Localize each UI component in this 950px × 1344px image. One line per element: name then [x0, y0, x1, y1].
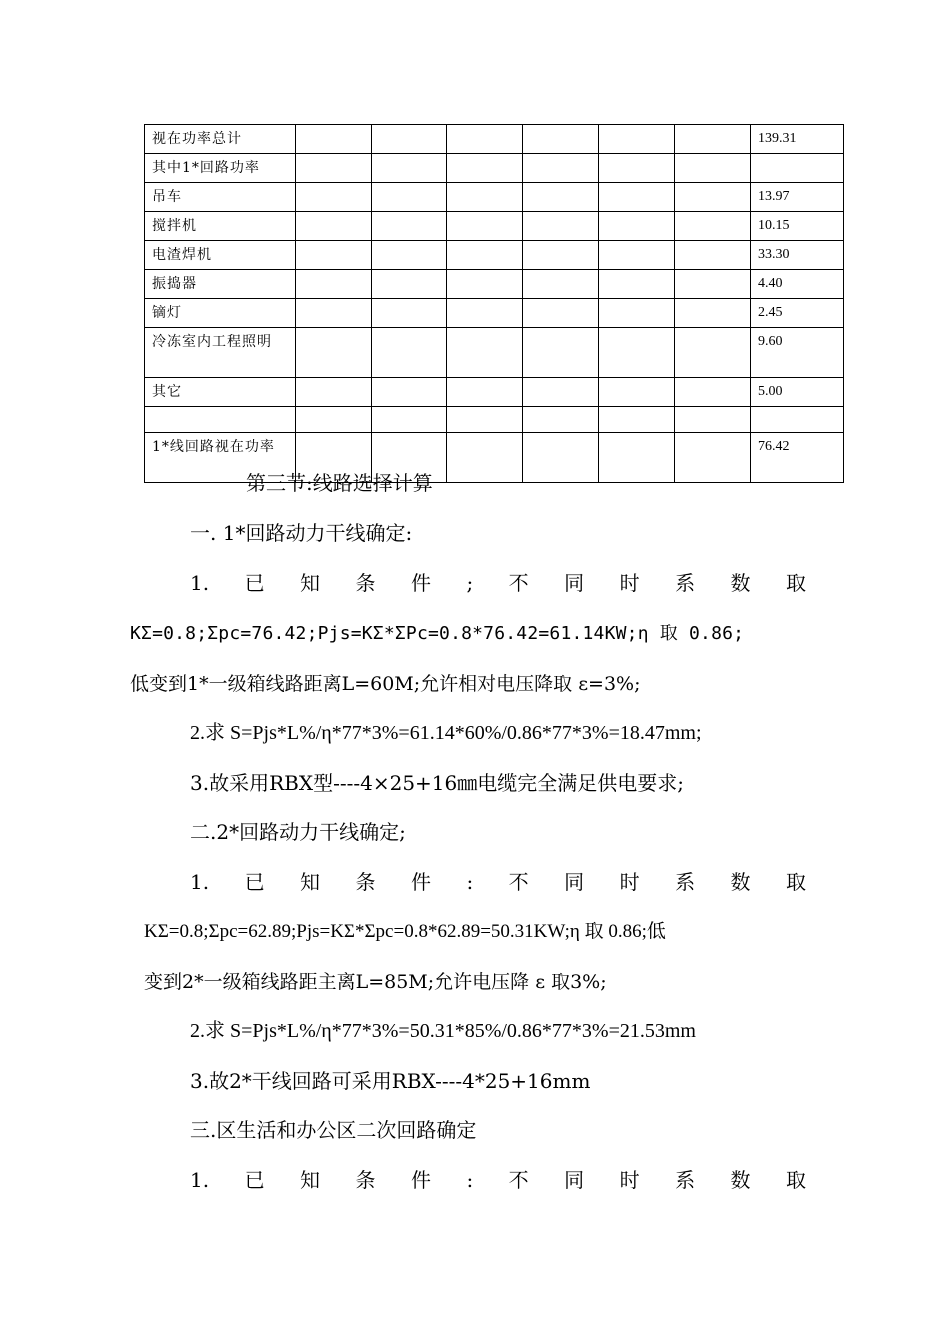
power-table: [144, 124, 844, 483]
table-row: [145, 212, 844, 241]
known-char: 时: [619, 571, 640, 595]
table-row: [145, 125, 844, 154]
empty-cell: [523, 433, 599, 483]
row-value-cell: 13.97: [751, 183, 844, 212]
empty-cell: [296, 270, 372, 299]
known-char: 件: [410, 1168, 431, 1192]
row-label-cell: 搅拌机: [145, 212, 296, 241]
part2-distance-line: 变到2*一级箱线路距主离L=85M;允许电压降 ε 取3%;: [144, 971, 607, 993]
row-label-cell: 振捣器: [145, 270, 296, 299]
part1-formula-line: KΣ=0.8;Σpc=76.42;Pjs=KΣ*ΣPc=0.8*76.42=61.14KW;η 取 0.86;: [130, 623, 745, 644]
known-char: 条: [355, 870, 376, 894]
part1-step2: 2.求 S=Pjs*L%/η*77*3%=61.14*60%/0.86*77*3%=18.47mm;: [190, 722, 702, 744]
part1-distance-line: 低变到1*一级箱线路距离L=60M;允许相对电压降取 ε=3%;: [130, 673, 641, 695]
part3-known-conditions: [190, 1166, 806, 1194]
table-row: [145, 299, 844, 328]
empty-cell: [296, 378, 372, 407]
row-label-cell: 电渣焊机: [145, 241, 296, 270]
known-char: 已: [244, 870, 265, 894]
empty-cell: [296, 154, 372, 183]
known-char: ;: [466, 571, 474, 595]
row-value-cell: 5.00: [751, 378, 844, 407]
row-value-cell: 139.31: [751, 125, 844, 154]
row-value-cell: 33.30: [751, 241, 844, 270]
empty-cell: [447, 183, 523, 212]
empty-cell: [372, 270, 447, 299]
empty-cell: [599, 299, 675, 328]
known-char: 1.: [190, 1168, 210, 1192]
empty-cell: [599, 212, 675, 241]
empty-cell: [599, 270, 675, 299]
empty-cell: [372, 183, 447, 212]
known-char: 取: [786, 571, 806, 595]
empty-cell: [675, 241, 751, 270]
empty-cell: [675, 154, 751, 183]
empty-cell: [296, 125, 372, 154]
empty-cell: [447, 125, 523, 154]
empty-cell: [599, 407, 675, 433]
table-row: [145, 154, 844, 183]
table-body: [145, 125, 844, 483]
known-char: 取: [786, 1168, 806, 1192]
row-label-cell: 其中1*回路功率: [145, 154, 296, 183]
row-value-cell: 76.42: [751, 433, 844, 483]
row-label-cell: 其它: [145, 378, 296, 407]
known-char: 条: [355, 571, 376, 595]
empty-cell: [523, 125, 599, 154]
empty-cell: [599, 183, 675, 212]
row-value-cell: [751, 407, 844, 433]
known-char: 时: [619, 1168, 640, 1192]
known-char: 知: [300, 1168, 321, 1192]
table-row: [145, 241, 844, 270]
part1-known-conditions: [190, 569, 806, 597]
known-char: 知: [300, 571, 321, 595]
empty-cell: [296, 241, 372, 270]
table-row: [145, 183, 844, 212]
known-char: 已: [244, 1168, 265, 1192]
known-char: 系: [675, 870, 696, 894]
empty-cell: [523, 241, 599, 270]
known-char: 系: [675, 1168, 696, 1192]
part1-heading: 一. 1*回路动力干线确定:: [190, 521, 413, 545]
empty-cell: [675, 125, 751, 154]
empty-cell: [675, 433, 751, 483]
table-row: [145, 378, 844, 407]
empty-cell: [296, 407, 372, 433]
part2-step3: 3.故2*干线回路可采用RBX----4*25+16mm: [190, 1069, 591, 1093]
section-title: 第三节:线路选择计算: [246, 471, 433, 495]
known-char: 数: [730, 870, 751, 894]
empty-cell: [447, 154, 523, 183]
known-char: 时: [619, 870, 640, 894]
empty-cell: [372, 154, 447, 183]
empty-cell: [599, 378, 675, 407]
empty-cell: [675, 270, 751, 299]
empty-cell: [296, 299, 372, 328]
part3-heading: 三.区生活和办公区二次回路确定: [190, 1118, 477, 1142]
empty-cell: [296, 183, 372, 212]
known-char: 同: [564, 571, 585, 595]
known-char: 件: [410, 870, 431, 894]
empty-cell: [523, 328, 599, 378]
empty-cell: [523, 183, 599, 212]
empty-cell: [675, 407, 751, 433]
row-value-cell: [751, 154, 844, 183]
known-char: 不: [508, 870, 529, 894]
row-label-cell: 冷冻室内工程照明: [145, 328, 296, 378]
row-label-cell: 视在功率总计: [145, 125, 296, 154]
empty-cell: [447, 433, 523, 483]
empty-cell: [599, 433, 675, 483]
known-char: 不: [508, 1168, 529, 1192]
empty-cell: [372, 212, 447, 241]
known-char: 数: [730, 1168, 751, 1192]
empty-cell: [675, 299, 751, 328]
empty-cell: [675, 378, 751, 407]
known-char: 1.: [190, 870, 210, 894]
known-char: 同: [564, 1168, 585, 1192]
empty-cell: [523, 299, 599, 328]
known-char: :: [466, 870, 474, 894]
table-row: [145, 328, 844, 378]
row-value-cell: 4.40: [751, 270, 844, 299]
known-char: 取: [786, 870, 806, 894]
empty-cell: [372, 299, 447, 328]
empty-cell: [675, 212, 751, 241]
empty-cell: [296, 212, 372, 241]
empty-cell: [372, 328, 447, 378]
row-value-cell: 2.45: [751, 299, 844, 328]
table-row: [145, 407, 844, 433]
empty-cell: [447, 378, 523, 407]
empty-cell: [675, 328, 751, 378]
part2-known-conditions: [190, 868, 806, 896]
row-label-cell: 镝灯: [145, 299, 296, 328]
part2-formula-line: KΣ=0.8;Σpc=62.89;Pjs=KΣ*Σpc=0.8*62.89=50.31KW;η 取 0.86;低: [144, 921, 666, 942]
empty-cell: [599, 154, 675, 183]
row-label-cell: [145, 407, 296, 433]
empty-cell: [599, 125, 675, 154]
empty-cell: [447, 299, 523, 328]
empty-cell: [372, 407, 447, 433]
table-row: [145, 270, 844, 299]
row-value-cell: 10.15: [751, 212, 844, 241]
known-char: 条: [355, 1168, 376, 1192]
empty-cell: [372, 378, 447, 407]
row-label-cell: 吊车: [145, 183, 296, 212]
empty-cell: [447, 241, 523, 270]
empty-cell: [523, 154, 599, 183]
empty-cell: [447, 212, 523, 241]
empty-cell: [372, 241, 447, 270]
empty-cell: [296, 328, 372, 378]
part1-step3: 3.故采用RBX型----4×25+16㎜电缆完全满足供电要求;: [190, 771, 684, 795]
known-char: 1.: [190, 571, 210, 595]
empty-cell: [675, 183, 751, 212]
known-char: 件: [410, 571, 431, 595]
empty-cell: [599, 328, 675, 378]
known-char: 不: [508, 571, 529, 595]
empty-cell: [523, 270, 599, 299]
empty-cell: [523, 212, 599, 241]
known-char: 知: [300, 870, 321, 894]
empty-cell: [447, 328, 523, 378]
empty-cell: [523, 407, 599, 433]
known-char: 已: [244, 571, 265, 595]
part2-heading: 二.2*回路动力干线确定;: [190, 820, 406, 844]
known-char: 系: [675, 571, 696, 595]
empty-cell: [447, 270, 523, 299]
part2-step2: 2.求 S=Pjs*L%/η*77*3%=50.31*85%/0.86*77*3%=21.53mm: [190, 1020, 696, 1042]
row-value-cell: 9.60: [751, 328, 844, 378]
row-label-cell: 1*线回路视在功率: [145, 433, 296, 483]
empty-cell: [523, 378, 599, 407]
known-char: :: [466, 1168, 474, 1192]
known-char: 同: [564, 870, 585, 894]
known-char: 数: [730, 571, 751, 595]
empty-cell: [372, 125, 447, 154]
empty-cell: [599, 241, 675, 270]
empty-cell: [447, 407, 523, 433]
